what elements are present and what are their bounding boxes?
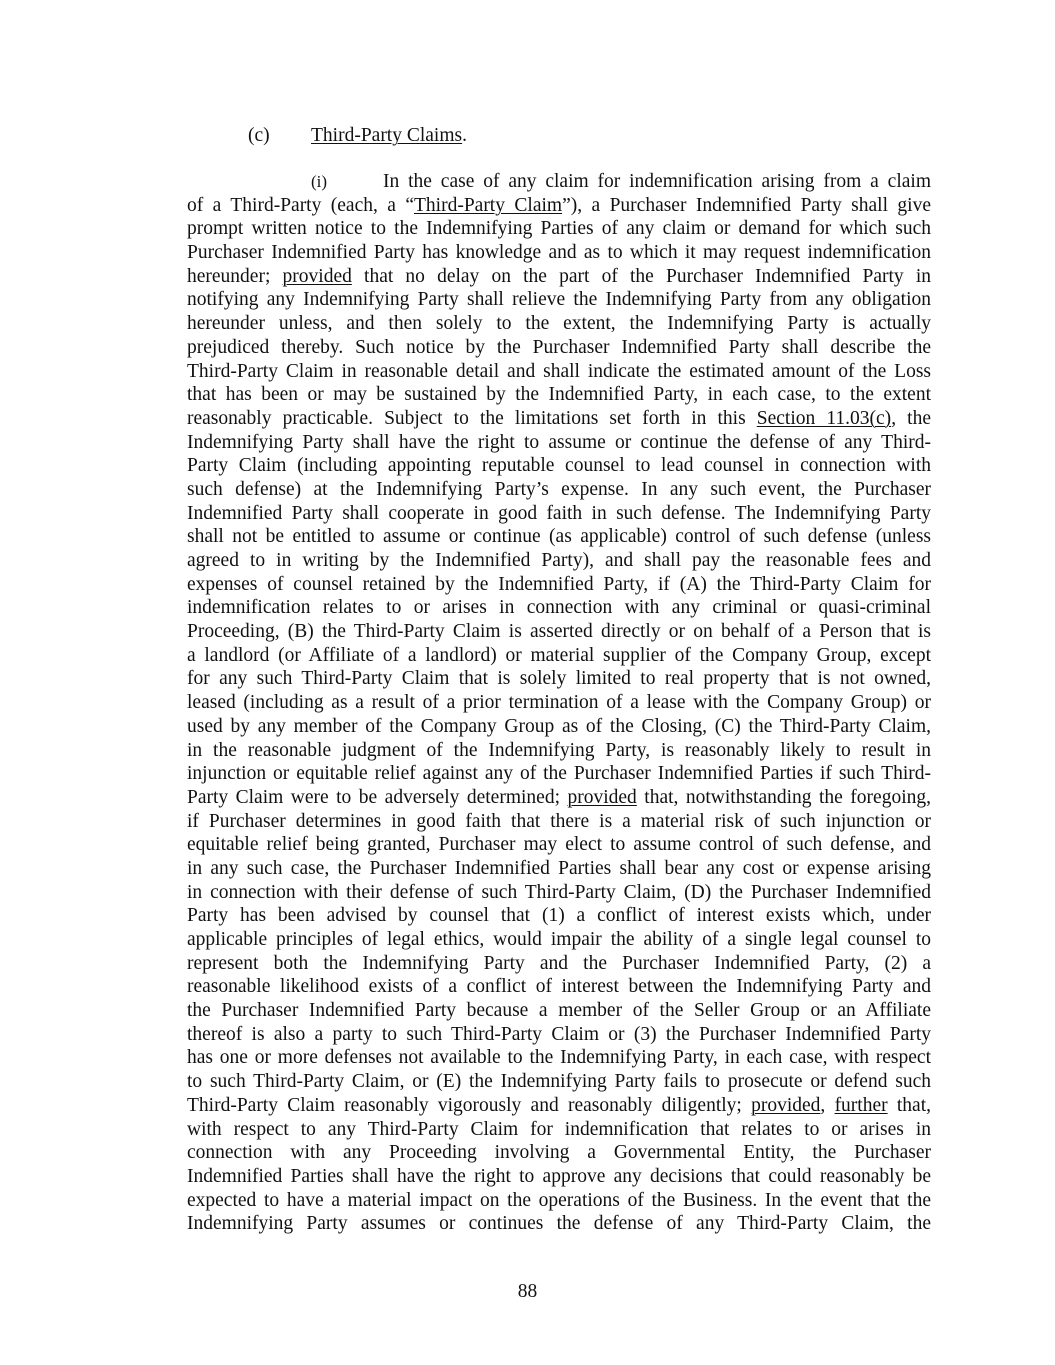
paragraph-line xyxy=(187,620,931,644)
paragraph-line xyxy=(187,667,931,691)
text-run: reasonable likelihood exists of a conflict of interest between the Indemnifying Party and xyxy=(187,976,931,998)
text-run: that no delay on the part of the Purchaser Indemnified Party in xyxy=(351,265,931,287)
text-run: to such Third-Party Claim, or (E) the Indemnifying Party fails to prosecute or defend such xyxy=(187,1071,931,1093)
text-run: , xyxy=(820,1094,835,1116)
paragraph-line xyxy=(187,857,931,881)
text-run: In the case of any claim for indemnification arising from a claim xyxy=(383,171,931,192)
paragraph-line xyxy=(187,739,931,763)
paragraph-line xyxy=(187,312,931,336)
paragraph-body xyxy=(187,170,931,1236)
paragraph-line xyxy=(187,431,931,455)
text-run: that, notwithstanding the foregoing, xyxy=(636,786,931,808)
section-label: (c) xyxy=(248,125,270,146)
text-run: Indemnifying Party assumes or continues the defense of any Third-Party Claim, the xyxy=(187,1213,931,1235)
text-run: such defense) at the Indemnifying Party’s expense. In any such event, the Purchaser xyxy=(187,478,931,500)
paragraph-line xyxy=(187,1189,931,1213)
text-run: that, xyxy=(887,1094,931,1116)
text-run: of a Third-Party (each, a “ xyxy=(187,194,414,216)
paragraph-line xyxy=(187,1046,931,1070)
paragraph-line xyxy=(187,1141,931,1165)
text-run: hereunder; xyxy=(187,265,283,287)
paragraph-line xyxy=(187,549,931,573)
paragraph-line xyxy=(187,241,931,265)
text-run: Proceeding, (B) the Third-Party Claim is asserted directly or on behalf of a Person that is xyxy=(187,621,931,643)
defined-term: Third-Party Claim xyxy=(414,194,563,216)
paragraph-line xyxy=(187,502,931,526)
paragraph-line xyxy=(187,170,931,194)
text-run: Third-Party Claim in reasonable detail and shall indicate the estimated amount of the Loss xyxy=(187,360,931,382)
text-run: thereof is also a party to such Third-Party Claim or (3) the Purchaser Indemnified Party xyxy=(187,1023,931,1045)
paragraph-line xyxy=(187,833,931,857)
paragraph-line xyxy=(187,1212,931,1236)
text-run: in any such case, the Purchaser Indemnified Parties shall bear any cost or expense arising xyxy=(187,857,931,879)
paragraph-label: (i) xyxy=(311,172,328,191)
defined-term: provided xyxy=(282,265,352,287)
paragraph-line xyxy=(187,715,931,739)
text-run: expenses of counsel retained by the Indemnified Party, if (A) the Third-Party Claim for xyxy=(187,573,931,595)
paragraph-line xyxy=(187,952,931,976)
section-title-suffix: . xyxy=(462,125,467,146)
paragraph-line xyxy=(187,336,931,360)
paragraph-line xyxy=(187,407,931,431)
paragraph-line xyxy=(187,383,931,407)
text-run: used by any member of the Company Group as of the Closing, (C) the Third-Party Claim, xyxy=(187,715,931,737)
paragraph-line xyxy=(187,999,931,1023)
text-run: represent both the Indemnifying Party and the Purchaser Indemnified Party, (2) a xyxy=(187,952,931,974)
text-run: expected to have a material impact on the operations of the Business. In the event that the xyxy=(187,1189,931,1211)
text-run: in connection with their defense of such Third-Party Claim, (D) the Purchaser Indemnified xyxy=(187,881,931,903)
paragraph-line xyxy=(187,691,931,715)
text-run: prompt written notice to the Indemnifying Parties of any claim or demand for which such xyxy=(187,218,931,240)
paragraph-line xyxy=(187,1023,931,1047)
paragraph-line xyxy=(187,762,931,786)
text-run: Party has been advised by counsel that (1) a conflict of interest exists which, under xyxy=(187,905,931,927)
text-run: , the xyxy=(891,407,931,429)
section-title: Third-Party Claims xyxy=(311,125,463,146)
text-run: connection with any Proceeding involving a Governmental Entity, the Purchaser xyxy=(187,1142,931,1164)
text-run: applicable principles of legal ethics, would impair the ability of a single legal counsel to xyxy=(187,929,931,950)
text-run: equitable relief being granted, Purchaser may elect to assume control of such defense, and xyxy=(187,834,931,856)
paragraph-line xyxy=(187,265,931,289)
paragraph-line xyxy=(187,573,931,597)
text-run: ”), a Purchaser Indemnified Party shall give xyxy=(562,194,931,216)
text-run: in the reasonable judgment of the Indemnifying Party, is reasonably likely to result in xyxy=(187,739,931,761)
paragraph-line xyxy=(187,478,931,502)
text-run: notifying any Indemnifying Party shall relieve the Indemnifying Party from any obligation xyxy=(187,289,931,311)
paragraph-line xyxy=(187,596,931,620)
text-run: Party Claim were to be adversely determined; xyxy=(187,786,568,808)
page-number: 88 xyxy=(517,1281,538,1302)
text-run: leased (including as a result of a prior termination of a lease with the Company Group) or xyxy=(187,692,931,714)
text-run: Third-Party Claim reasonably vigorously and reasonably diligently; xyxy=(187,1094,752,1116)
defined-term: provided xyxy=(751,1094,821,1116)
paragraph-line xyxy=(187,1118,931,1142)
defined-term: provided xyxy=(567,786,637,808)
paragraph-line xyxy=(187,810,931,834)
text-run: Party Claim (including appointing reputable counsel to lead counsel in connection with xyxy=(187,455,931,477)
text-run: Indemnified Parties shall have the right to approve any decisions that could reasonably be xyxy=(187,1165,931,1187)
text-run: injunction or equitable relief against any of the Purchaser Indemnified Parties if such Third- xyxy=(187,763,931,785)
text-run: for any such Third-Party Claim that is solely limited to real property that is not owned, xyxy=(187,668,931,690)
text-run: shall not be entitled to assume or continue (as applicable) control of such defense (unless xyxy=(187,526,931,548)
paragraph-line xyxy=(187,194,931,218)
paragraph-line xyxy=(187,904,931,928)
paragraph-line xyxy=(187,928,931,952)
text-run: that has been or may be sustained by the Indemnified Party, in each case, to the extent xyxy=(187,384,931,406)
paragraph-line xyxy=(187,644,931,668)
text-run: a landlord (or Affiliate of a landlord) or material supplier of the Company Group, except xyxy=(187,644,931,666)
text-run: reasonably practicable. Subject to the limitations set forth in this xyxy=(187,407,757,429)
paragraph-line xyxy=(187,360,931,384)
paragraph-line xyxy=(187,1094,931,1118)
text-run: has one or more defenses not available to the Indemnifying Party, in each case, with respect xyxy=(187,1047,931,1069)
defined-term: Section 11.03(c) xyxy=(756,407,892,429)
paragraph-line xyxy=(187,525,931,549)
paragraph-line xyxy=(187,975,931,999)
text-run: Indemnified Party shall cooperate in good faith in such defense. The Indemnifying Party xyxy=(187,502,931,524)
paragraph-line xyxy=(187,1165,931,1189)
text-run: the Purchaser Indemnified Party because a member of the Seller Group or an Affiliate xyxy=(187,1000,931,1022)
text-run: indemnification relates to or arises in connection with any criminal or quasi-criminal xyxy=(187,597,931,619)
text-run: with respect to any Third-Party Claim for indemnification that relates to or arises in xyxy=(187,1118,931,1140)
paragraph-line xyxy=(187,1070,931,1094)
paragraph-line xyxy=(187,288,931,312)
paragraph-line xyxy=(187,217,931,241)
text-run: prejudiced thereby. Such notice by the Purchaser Indemnified Party shall describe the xyxy=(187,336,931,358)
section-heading xyxy=(248,124,467,148)
paragraph-line xyxy=(187,786,931,810)
defined-term: further xyxy=(834,1094,888,1116)
text-run: if Purchaser determines in good faith that there is a material risk of such injunction or xyxy=(187,810,931,832)
paragraph-line xyxy=(187,881,931,905)
text-run: agreed to in writing by the Indemnified Party), and shall pay the reasonable fees and xyxy=(187,550,931,571)
text-run: Indemnifying Party shall have the right to assume or continue the defense of any Third- xyxy=(187,431,931,453)
paragraph-line xyxy=(187,454,931,478)
text-run: hereunder unless, and then solely to the extent, the Indemnifying Party is actually xyxy=(187,313,931,335)
text-run: Purchaser Indemnified Party has knowledge and as to which it may request indemnification xyxy=(187,242,931,264)
